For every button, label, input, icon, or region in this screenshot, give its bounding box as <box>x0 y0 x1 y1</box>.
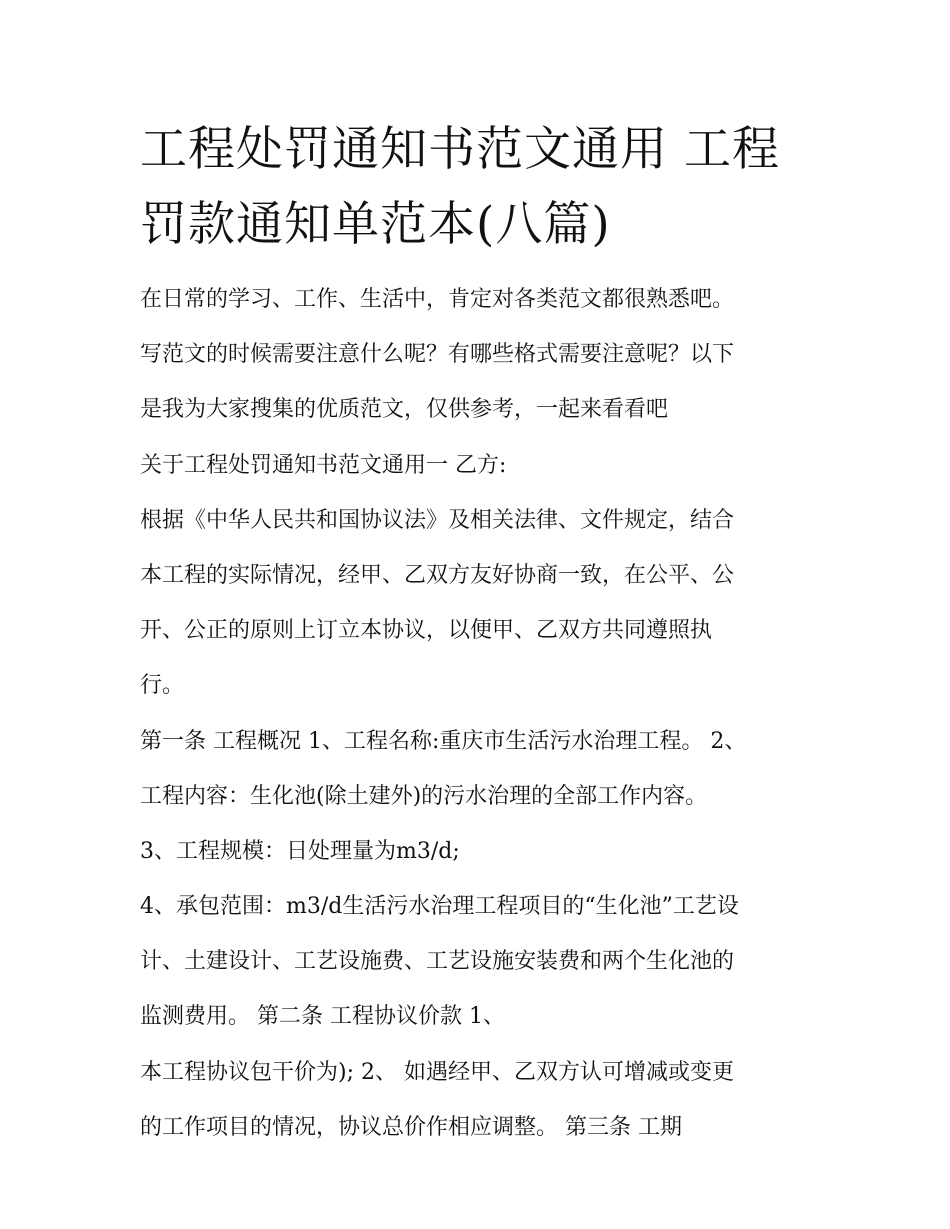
title-line-2: 罚款通知单范本(八篇) <box>140 197 611 252</box>
body-line: 4、承包范围：m3/d生活污水治理工程项目的“生化池”工艺设 <box>140 894 739 920</box>
body-line: 开、公正的原则上订立本协议，以便甲、乙双方共同遵照执 <box>140 618 713 644</box>
body-line: 的工作项目的情况，协议总价作相应调整。 第三条 工期 <box>140 1114 682 1140</box>
body-line: 行。 <box>140 673 185 699</box>
body-line: 写范文的时候需要注意什么呢？有哪些格式需要注意呢？以下 <box>140 342 735 368</box>
title-line-1: 工程处罚通知书范文通用 工程 <box>140 122 780 177</box>
body-line: 是我为大家搜集的优质范文，仅供参考，一起来看看吧 <box>140 397 669 423</box>
body-line: 根据《中华人民共和国协议法》及相关法律、文件规定，结合 <box>140 507 735 533</box>
body-line: 本工程协议包干价为); 2、 如遇经甲、乙双方认可增减或变更 <box>140 1059 734 1085</box>
body-line: 第一条 工程概况 1、工程名称:重庆市生活污水治理工程。 2、 <box>140 728 747 754</box>
body-line: 计、土建设计、工艺设施费、工艺设施安装费和两个生化池的 <box>140 949 735 975</box>
document-title <box>140 112 820 262</box>
body-line: 监测费用。 第二条 工程协议价款 1、 <box>140 1004 505 1030</box>
body-line: 在日常的学习、工作、生活中，肯定对各类范文都很熟悉吧。 <box>140 287 735 312</box>
body-line: 本工程的实际情况，经甲、乙双方友好协商一致，在公平、公 <box>140 562 735 588</box>
section-heading-line: 关于工程处罚通知书范文通用一 乙方: <box>140 452 507 478</box>
document-body <box>140 272 820 1155</box>
body-line: 3、工程规模：日处理量为m3/d; <box>140 838 460 864</box>
body-line: 工程内容：生化池(除土建外)的污水治理的全部工作内容。 <box>140 783 708 809</box>
